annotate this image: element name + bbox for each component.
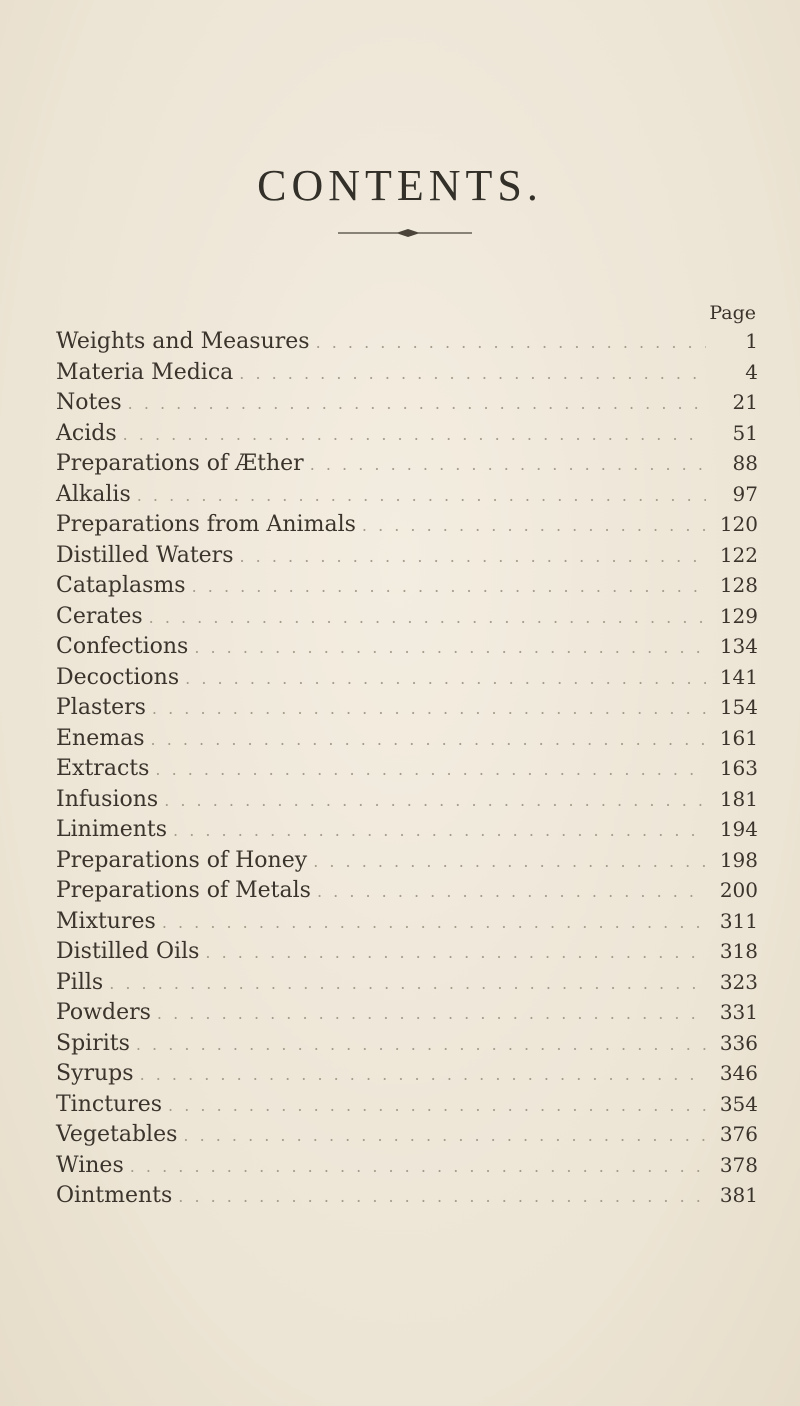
toc-entry-page-number: 154 xyxy=(719,695,758,719)
toc-entry[interactable] xyxy=(56,845,758,876)
toc-entry-title: Infusions xyxy=(56,786,159,812)
dot-leader xyxy=(152,694,706,725)
toc-entry[interactable] xyxy=(56,1028,758,1059)
dot-leader xyxy=(164,786,706,817)
toc-entry-page-number: 194 xyxy=(719,817,758,841)
toc-entry[interactable] xyxy=(56,1089,758,1120)
dot-leader xyxy=(194,633,706,664)
toc-entry-title: Distilled Oils xyxy=(56,939,200,964)
dot-leader xyxy=(239,359,706,390)
toc-entry-page-number: 376 xyxy=(719,1122,758,1146)
dot-leader xyxy=(109,969,706,1000)
toc-entry[interactable] xyxy=(56,540,758,571)
toc-entry-title: Wines xyxy=(56,1152,124,1178)
toc-entry-title: Pills xyxy=(56,969,104,995)
dot-leader xyxy=(313,847,706,878)
toc-entry-page-number: 134 xyxy=(719,634,758,658)
toc-entry-page-number: 346 xyxy=(719,1061,758,1085)
dot-leader xyxy=(362,511,706,542)
dot-leader xyxy=(178,1182,706,1213)
toc-entry-page-number: 141 xyxy=(719,664,758,689)
dot-leader xyxy=(157,999,706,1030)
toc-entry[interactable] xyxy=(56,723,758,754)
toc-entry[interactable] xyxy=(56,479,758,510)
toc-entry[interactable] xyxy=(56,997,758,1028)
toc-entry-title: Syrups xyxy=(56,1061,134,1086)
toc-entry-title: Weights and Measures xyxy=(56,329,310,354)
toc-entry-title: Liniments xyxy=(56,817,168,842)
dot-leader xyxy=(149,603,706,634)
toc-entry[interactable] xyxy=(56,662,758,693)
toc-entry-page-number: 1 xyxy=(745,329,758,353)
toc-entry-page-number: 129 xyxy=(719,603,758,628)
toc-entry-title: Vegetables xyxy=(56,1122,178,1147)
toc-entry-page-number: 318 xyxy=(719,939,758,963)
dot-leader xyxy=(310,450,706,481)
dot-leader xyxy=(240,542,707,573)
toc-entry-title: Cerates xyxy=(56,603,143,629)
toc-entry-title: Cataplasms xyxy=(56,573,186,598)
toc-entry-title: Distilled Waters xyxy=(56,542,234,568)
toc-entry-page-number: 181 xyxy=(719,786,758,811)
toc-entry[interactable] xyxy=(56,906,758,937)
toc-entry-title: Extracts xyxy=(56,756,150,781)
toc-entry[interactable] xyxy=(56,1150,758,1181)
dot-leader xyxy=(130,1152,706,1183)
toc-entry-title: Mixtures xyxy=(56,908,156,934)
toc-entry-title: Enemas xyxy=(56,725,145,751)
toc-entry-title: Tinctures xyxy=(56,1091,163,1117)
toc-entry[interactable] xyxy=(56,967,758,998)
dot-leader xyxy=(185,664,706,695)
dot-leader xyxy=(155,755,706,786)
toc-entry[interactable] xyxy=(56,1180,758,1211)
toc-entry[interactable] xyxy=(56,418,758,449)
dot-leader xyxy=(151,725,706,756)
dot-leader xyxy=(162,908,706,939)
toc-entry-page-number: 161 xyxy=(719,725,758,750)
toc-entry[interactable] xyxy=(56,784,758,815)
toc-entry-page-number: 163 xyxy=(719,756,758,780)
toc-entry[interactable] xyxy=(56,570,758,601)
dot-leader xyxy=(317,877,706,908)
toc-entry-page-number: 200 xyxy=(719,878,758,902)
toc-entry-page-number: 51 xyxy=(732,420,758,445)
toc-entry[interactable] xyxy=(56,448,758,479)
page-title: CONTENTS. xyxy=(257,161,543,210)
dot-leader xyxy=(183,1121,706,1152)
dot-leader xyxy=(205,938,706,969)
dot-leader xyxy=(192,572,706,603)
toc-entry-page-number: 354 xyxy=(719,1091,758,1116)
dot-leader xyxy=(137,481,706,512)
toc-entry-page-number: 128 xyxy=(719,573,758,597)
toc-entry[interactable] xyxy=(56,631,758,662)
toc-entry-page-number: 4 xyxy=(745,359,758,384)
toc-entry[interactable] xyxy=(56,936,758,967)
toc-entry-title: Preparations from Animals xyxy=(56,512,356,537)
toc-entry-page-number: 336 xyxy=(719,1030,758,1055)
toc-entry[interactable] xyxy=(56,692,758,723)
toc-entry-title: Preparations of Metals xyxy=(56,878,311,903)
toc-entry-page-number: 120 xyxy=(719,512,758,536)
toc-entry[interactable] xyxy=(56,1058,758,1089)
toc-entry-title: Materia Medica xyxy=(56,359,234,385)
toc-entry-page-number: 378 xyxy=(719,1152,758,1177)
toc-entry[interactable] xyxy=(56,1119,758,1150)
toc-entry[interactable] xyxy=(56,357,758,388)
toc-entry[interactable] xyxy=(56,509,758,540)
toc-entry-title: Acids xyxy=(56,420,117,446)
ornament-divider-icon xyxy=(330,226,480,240)
toc-entry-title: Alkalis xyxy=(56,481,131,507)
toc-entry-title: Notes xyxy=(56,390,122,415)
toc-entry-page-number: 311 xyxy=(719,908,758,933)
toc-entry-title: Plasters xyxy=(56,695,146,720)
toc-entry[interactable] xyxy=(56,753,758,784)
toc-entry[interactable] xyxy=(56,326,758,357)
toc-entry-page-number: 88 xyxy=(732,451,758,475)
toc-entry-title: Ointments xyxy=(56,1183,173,1208)
toc-entry[interactable] xyxy=(56,814,758,845)
toc-entry[interactable] xyxy=(56,387,758,418)
toc-entry-page-number: 381 xyxy=(719,1183,758,1207)
toc-entry-page-number: 323 xyxy=(719,969,758,994)
toc-entry-page-number: 122 xyxy=(719,542,758,567)
dot-leader xyxy=(173,816,706,847)
toc-entry-page-number: 331 xyxy=(719,1000,758,1024)
dot-leader xyxy=(168,1091,706,1122)
toc-entry-title: Spirits xyxy=(56,1030,130,1056)
toc-entry[interactable] xyxy=(56,601,758,632)
dot-leader xyxy=(140,1060,706,1091)
dot-leader xyxy=(123,420,706,451)
toc-entry-page-number: 97 xyxy=(732,481,758,506)
dot-leader xyxy=(128,389,706,420)
dot-leader xyxy=(136,1030,706,1061)
page-column-header: Page xyxy=(709,302,756,324)
toc-entry-title: Preparations of Æther xyxy=(56,451,304,476)
toc-entry-title: Decoctions xyxy=(56,664,180,690)
toc-entry-page-number: 198 xyxy=(719,847,758,872)
dot-leader xyxy=(316,328,706,359)
table-of-contents xyxy=(56,326,758,1211)
toc-entry-page-number: 21 xyxy=(732,390,758,414)
toc-entry-title: Preparations of Honey xyxy=(56,847,308,873)
toc-entry[interactable] xyxy=(56,875,758,906)
toc-entry-title: Confections xyxy=(56,634,189,659)
toc-entry-title: Powders xyxy=(56,1000,151,1025)
